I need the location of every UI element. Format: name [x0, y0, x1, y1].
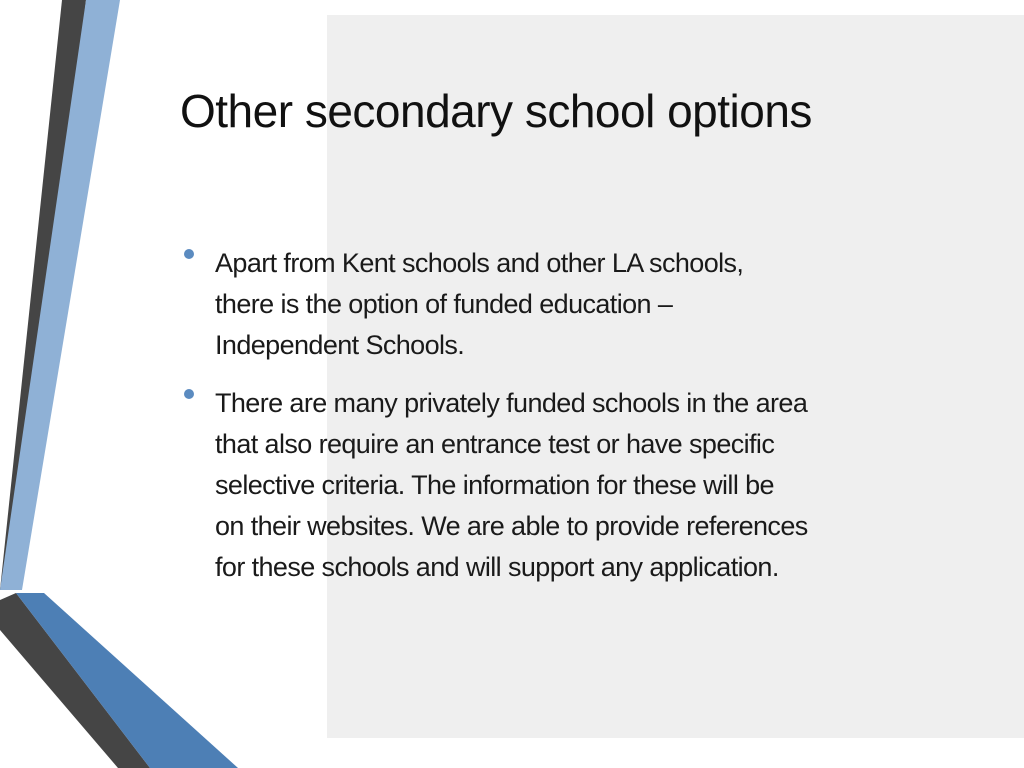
slide-title: Other secondary school options [180, 85, 812, 137]
bullet-line: for these schools and will support any application. [215, 552, 779, 582]
bullet-item [184, 243, 944, 366]
bullet-icon [184, 389, 194, 399]
bullet-line: There are many privately funded schools in the area [215, 388, 808, 418]
bullet-list [184, 243, 944, 605]
bullet-line: selective criteria. The information for these will be [215, 470, 774, 500]
bullet-line: Independent Schools. [215, 330, 465, 360]
bullet-item [184, 383, 944, 588]
bullet-icon [184, 249, 194, 259]
bullet-line: Apart from Kent schools and other LA schools, [215, 248, 744, 278]
bullet-line: there is the option of funded education – [215, 289, 673, 319]
bullet-line: on their websites. We are able to provide references [215, 511, 808, 541]
bullet-line: that also require an entrance test or have specific [215, 429, 775, 459]
